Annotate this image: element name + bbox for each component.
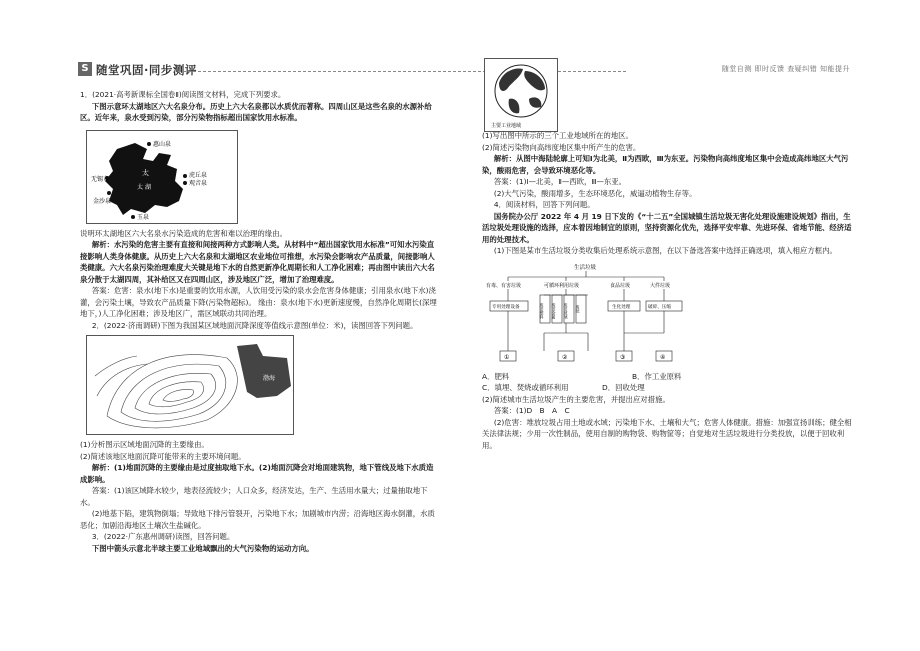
flow-mid-4: 废纸 <box>575 304 581 313</box>
spring-marker <box>183 181 187 185</box>
q3-analysis: 解析：从图中海陆轮廓上可知Ⅰ为北美，Ⅱ为西欧，Ⅲ为东亚。污染物向高纬度地区集中会造成高纬地区大气污染，酸雨危害，会导致环境恶化等。 <box>482 154 849 175</box>
photo-caption: 主要工业地域 <box>491 123 522 129</box>
flow-row2-0: 有毒、有害垃圾 <box>486 282 522 289</box>
q3-text: 下图中箭头示意北半球主要工业地域飘出的大气污染物的运动方向。 <box>91 543 314 553</box>
map1-label-5: 观音泉 <box>189 179 208 187</box>
map1-label-0: 惠山泉 <box>153 140 172 148</box>
map2-label: 渤海 <box>263 375 276 382</box>
section-header <box>78 62 850 78</box>
map1-label-9: 玉泉 <box>137 213 150 221</box>
subsidence-map <box>86 335 294 435</box>
q3-ask1: (1)写出图中所示的三个工业地域所在的地区。 <box>482 131 633 140</box>
q4-answer2: (2)危害：堆放垃圾占用土地或水域；污染地下水、土壤和大气；危害人体健康。措施：加强宣扬训练；健全相关法律法规；少用一次性制品，使用自制的购物袋、购物筐等；自觉地对生活垃圾进行分类投放，以便于回收利用。 <box>482 417 852 450</box>
taihu-map-svg <box>87 131 237 223</box>
spring-marker <box>147 142 151 146</box>
industry-map-figure <box>484 58 558 132</box>
flow-row2-2: 食品垃圾 <box>610 282 631 289</box>
q3-answer2: (2)大气污染，酸雨增多，生态环境恶化，威逼动植物生存等。 <box>493 188 697 198</box>
q4-text: 国务院办公厅 2022 年 4 月 19 日下发的《“十二五”全国城镇生活垃圾无害化处理设施建设规划》指出，生活垃圾处理设施的选择，应本着因地制宜的原则，坚持资源化优先，选择平安牢靠、先进环保、省地节能、经济适用的处理技术。 <box>482 211 852 244</box>
option-d: D．回收处理 <box>602 383 645 392</box>
q2-answer2: (2)地基下陷，建筑物倒塌；导致地下排污管裂开，污染地下水；加剧城市内涝；沿海地区海水倒灌，水质恶化；加剧沿海地区土壤次生盐碱化。 <box>80 509 435 530</box>
section-title: 随堂巩固·同步测评 <box>96 63 197 77</box>
q1-answer: 答案：危害：泉水(地下水)是重要的饮用水源，人饮用受污染的泉水会危害身体健康；引用泉水(地下水)浇灌，会污染土壤，导致农产品质量下降(污染物超标)。 缘由：泉水(地下水)更新速度慢，自然净化周期长(深埋地下，)人工净化困难；涉及地区广，需区域联动共同治理。 <box>80 286 437 318</box>
flow-mid-6: 破碎、压缩 <box>648 304 671 310</box>
map1-label-6: 太 <box>137 183 144 191</box>
q4-intro: 4．阅读材料，回答下列问题。 <box>493 200 595 209</box>
q2-answer1: 答案：(1)该区域降水较少，地表径流较少；人口众多，经济发达，生产、生活用水量大；过量抽取地下水。 <box>80 486 428 507</box>
map1-label-3: 无锡市 <box>91 175 110 183</box>
q1-intro: 1．(2021·高考新课标全国卷Ⅱ)阅读图文材料，完成下列要求。 <box>80 90 286 99</box>
q4-options-row1 <box>482 371 856 383</box>
q1-text: 下图示意环太湖地区六大名泉分布。历史上六大名泉都以水质优而著称。四周山区是这些名泉的水源补给区。近年来，泉水受到污染，部分污染物指标超出国家饮用水标准。 <box>80 101 432 122</box>
section-tags: 随堂自测 即时反馈 查疑纠错 知能提升 <box>721 65 850 73</box>
q3-ask2: (2)简述污染物向高纬度地区集中所产生的危害。 <box>482 142 641 152</box>
flow-mid-2: 废旧金属 <box>551 302 557 319</box>
option-b: B．作工业原料 <box>632 371 682 381</box>
q1-analysis: 解析：水污染的危害主要有直接和间接两种方式影响人类。从材料中“超出国家饮用水标准”可知水污染直接影响人类身体健康。从历史上六大名泉和太湖地区农业地位可推想，水污染会影响农产品质量，间接影响人类健康。六大名泉污染治理难度大关键是地下水的自然更新净化周期长和人工净化困难；再由图中读出六大名泉分散于太湖四周，其补给区又在四周山区，涉及地区广泛，增加了治理难度。 <box>80 240 435 284</box>
waste-flow-svg <box>486 261 686 367</box>
flow-mid-3: 废旧玻璃 <box>563 302 569 319</box>
spring-marker <box>183 174 187 178</box>
q2-ask2: (2)简述该地区地面沉降可能带来的主要环境问题。 <box>80 451 246 461</box>
spring-marker <box>107 191 111 195</box>
q2-analysis: 解析：(1)地面沉降的主要缘由是过度抽取地下水。(2)地面沉降会对地面建筑物，地下管线及地下水质造成影响。 <box>80 463 434 484</box>
left-column <box>80 89 438 554</box>
flow-bottom-1: ② <box>562 353 568 361</box>
waste-flow-diagram <box>486 261 686 367</box>
industry-map-svg <box>485 59 557 131</box>
q4-ask1: (1)下图是某市生活垃圾分类收集后处理系统示意图，在以下备选答案中选择正确选项，填入相应方框内。 <box>493 246 837 255</box>
map1-label-1: 太 <box>142 168 149 177</box>
map1-label-8: 金沙泉 <box>93 197 112 205</box>
option-a: A．肥料 <box>482 371 510 381</box>
flow-row2-1: 可循环利用垃圾 <box>544 282 580 289</box>
q1-ask: 说明环太湖地区六大名泉水污染造成的危害和难以治理的缘由。 <box>80 228 287 238</box>
map1-label-7: 湖 <box>145 183 152 191</box>
flow-mid-1: 废旧塑料 <box>539 302 545 319</box>
taihu-map <box>86 130 238 224</box>
flow-mid-5: 生化处理 <box>612 304 631 310</box>
map1-label-4: 虎丘泉 <box>189 171 208 179</box>
flow-bottom-0: ① <box>504 353 510 361</box>
flow-mid-0: 专用处理设备 <box>492 304 520 310</box>
q3-answer1: 答案：(1)Ⅰ—北美，Ⅱ—西欧，Ⅲ—东亚。 <box>493 177 627 186</box>
flow-top: 生活垃圾 <box>574 264 597 271</box>
q4-ask2: (2)简述城市生活垃圾产生的主要危害，并提出应对措施。 <box>482 394 670 404</box>
q2-intro: 2．(2022·济南调研)下图为我国某区域地面沉降深度等值线示意图(单位：米)，读图回答下列问题。 <box>91 320 418 330</box>
right-column <box>482 130 856 451</box>
flow-bottom-3: ④ <box>660 353 666 361</box>
flow-row2-3: 大件垃圾 <box>650 282 671 289</box>
section-badge: S <box>78 62 92 76</box>
option-c: C．填埋、焚烧或循环利用 <box>482 383 569 392</box>
q2-ask1: (1)分析图示区域地面沉降的主要缘由。 <box>80 440 209 449</box>
q3-intro: 3．(2022·广东惠州调研)读图，回答问题。 <box>91 532 235 541</box>
q4-answer1: 答案：(1)D B A C <box>493 406 570 415</box>
q4-options-row2 <box>482 382 856 394</box>
spring-marker <box>131 215 135 219</box>
header-divider <box>178 71 626 72</box>
subsidence-map-svg <box>87 336 293 434</box>
flow-bottom-2: ③ <box>620 353 626 361</box>
